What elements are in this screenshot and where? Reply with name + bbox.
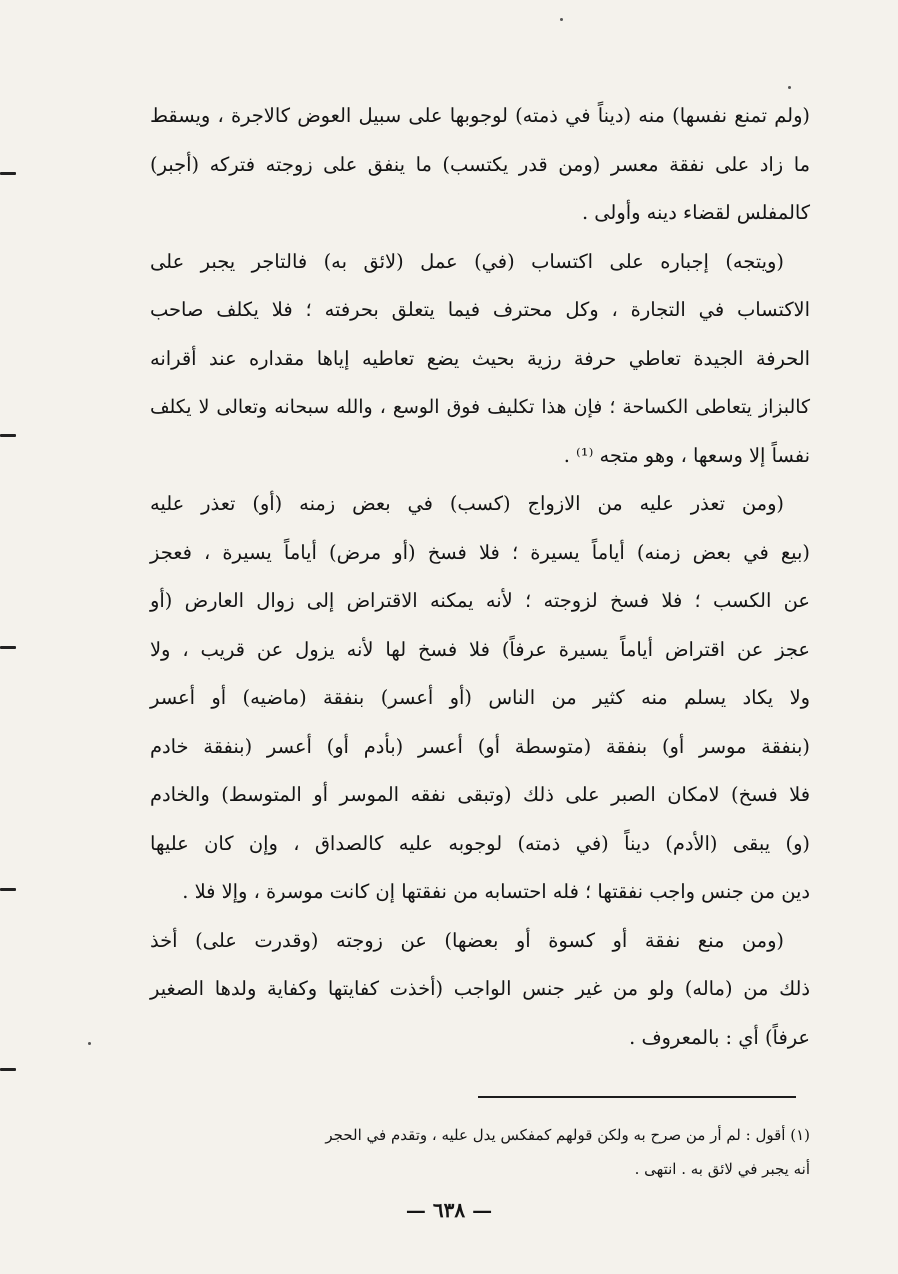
scan-edge-mark <box>0 888 16 891</box>
text-line: نفساً إلا وسعها ، وهو متجه ⁽¹⁾ . <box>563 443 810 467</box>
scan-speck <box>88 1042 91 1045</box>
scan-edge-mark <box>0 172 16 175</box>
text-line: الحرفة الجيدة تعاطي حرفة رزية بحيث يضع تعاطيه إياها مقداره عند أقرانه <box>150 346 810 370</box>
text-line: كالمفلس لقضاء دينه وأولى . <box>581 201 810 224</box>
text-line: ذلك من (ماله) ولو من غير جنس الواجب (أخذت كفايتها وكفاية ولدها الصغير <box>150 977 810 1000</box>
text-line: ولا يكاد يسلم منه كثير من الناس (أو أعسر) بنفقة (ماضيه) أو أعسر <box>150 686 810 709</box>
text-line: عجز عن اقتراض أياماً يسيرة عرفاً) فلا فسخ لها لأنه يزول عن قريب ، ولا <box>150 637 810 661</box>
footnote <box>150 1118 810 1186</box>
scan-speck <box>788 86 791 89</box>
footnote-divider <box>478 1096 796 1098</box>
text-line: عن الكسب ؛ فلا فسخ لزوجته ؛ لأنه يمكنه الاقتراض إلى زوال العارض (أو <box>150 589 810 612</box>
text-line: (ويتجه) إجباره على اكتساب (في) عمل (لائق به) فالتاجر يجبر على <box>150 249 784 273</box>
scan-edge-mark <box>0 1068 16 1071</box>
footnote-line: أنه يجبر في لائق به . انتهى . <box>634 1160 810 1178</box>
text-line: (ومن منع نفقة أو كسوة أو بعضها) عن زوجته (وقدرت على) أخذ <box>150 928 784 952</box>
text-line: كالبزاز يتعاطى الكساحة ؛ فإن هذا تكليف فوق الوسع ، والله سبحانه وتعالى لا يكلف <box>150 396 810 418</box>
footnote-line: (١) أقول : لم أر من صرح به ولكن قولهم كمفكس يدل عليه ، وتقدم في الحجر <box>325 1126 810 1144</box>
scan-edge-mark <box>0 434 16 437</box>
text-line: (بنفقة موسر أو) بنفقة (متوسطة أو) أعسر (بأدم أو) أعسر (بنفقة خادم <box>150 734 810 758</box>
text-line: ما زاد على نفقة معسر (ومن قدر يكتسب) ما ينفق على زوجته فتركه (أجبر) <box>150 152 810 176</box>
text-line: دين من جنس واجب نفقتها ؛ فله احتسابه من نفقتها إن كانت موسرة ، وإلا فلا . <box>182 880 810 903</box>
main-text <box>150 92 810 1062</box>
text-line: الاكتساب في التجارة ، وكل محترف فيما يتعلق بحرفته ؛ فلا يكلف صاحب <box>150 298 810 321</box>
text-line: فلا فسخ) لامكان الصبر على ذلك (وتبقى نفقه الموسر أو المتوسط) والخادم <box>150 783 810 806</box>
text-line: (بيع في بعض زمنه) أياماً يسيرة ؛ فلا فسخ (أو مرض) أياماً يسيرة ، فعجز <box>150 540 810 564</box>
scan-speck <box>560 18 563 21</box>
text-line: (ومن تعذر عليه من الازواج (كسب) في بعض زمنه (أو) تعذر عليه <box>150 492 784 515</box>
text-line: عرفاً) أي : بالمعروف . <box>629 1025 810 1049</box>
page-number: — ٦٣٨ — <box>405 1198 493 1222</box>
text-line: (و) يبقى (الأدم) ديناً (في ذمته) لوجوبه عليه كالصداق ، وإن كان عليها <box>150 831 810 855</box>
text-line: (ولم تمنع نفسها) منه (ديناً في ذمته) لوجوبها على سبيل العوض كالاجرة ، ويسقط <box>150 104 810 127</box>
scan-edge-mark <box>0 646 16 649</box>
